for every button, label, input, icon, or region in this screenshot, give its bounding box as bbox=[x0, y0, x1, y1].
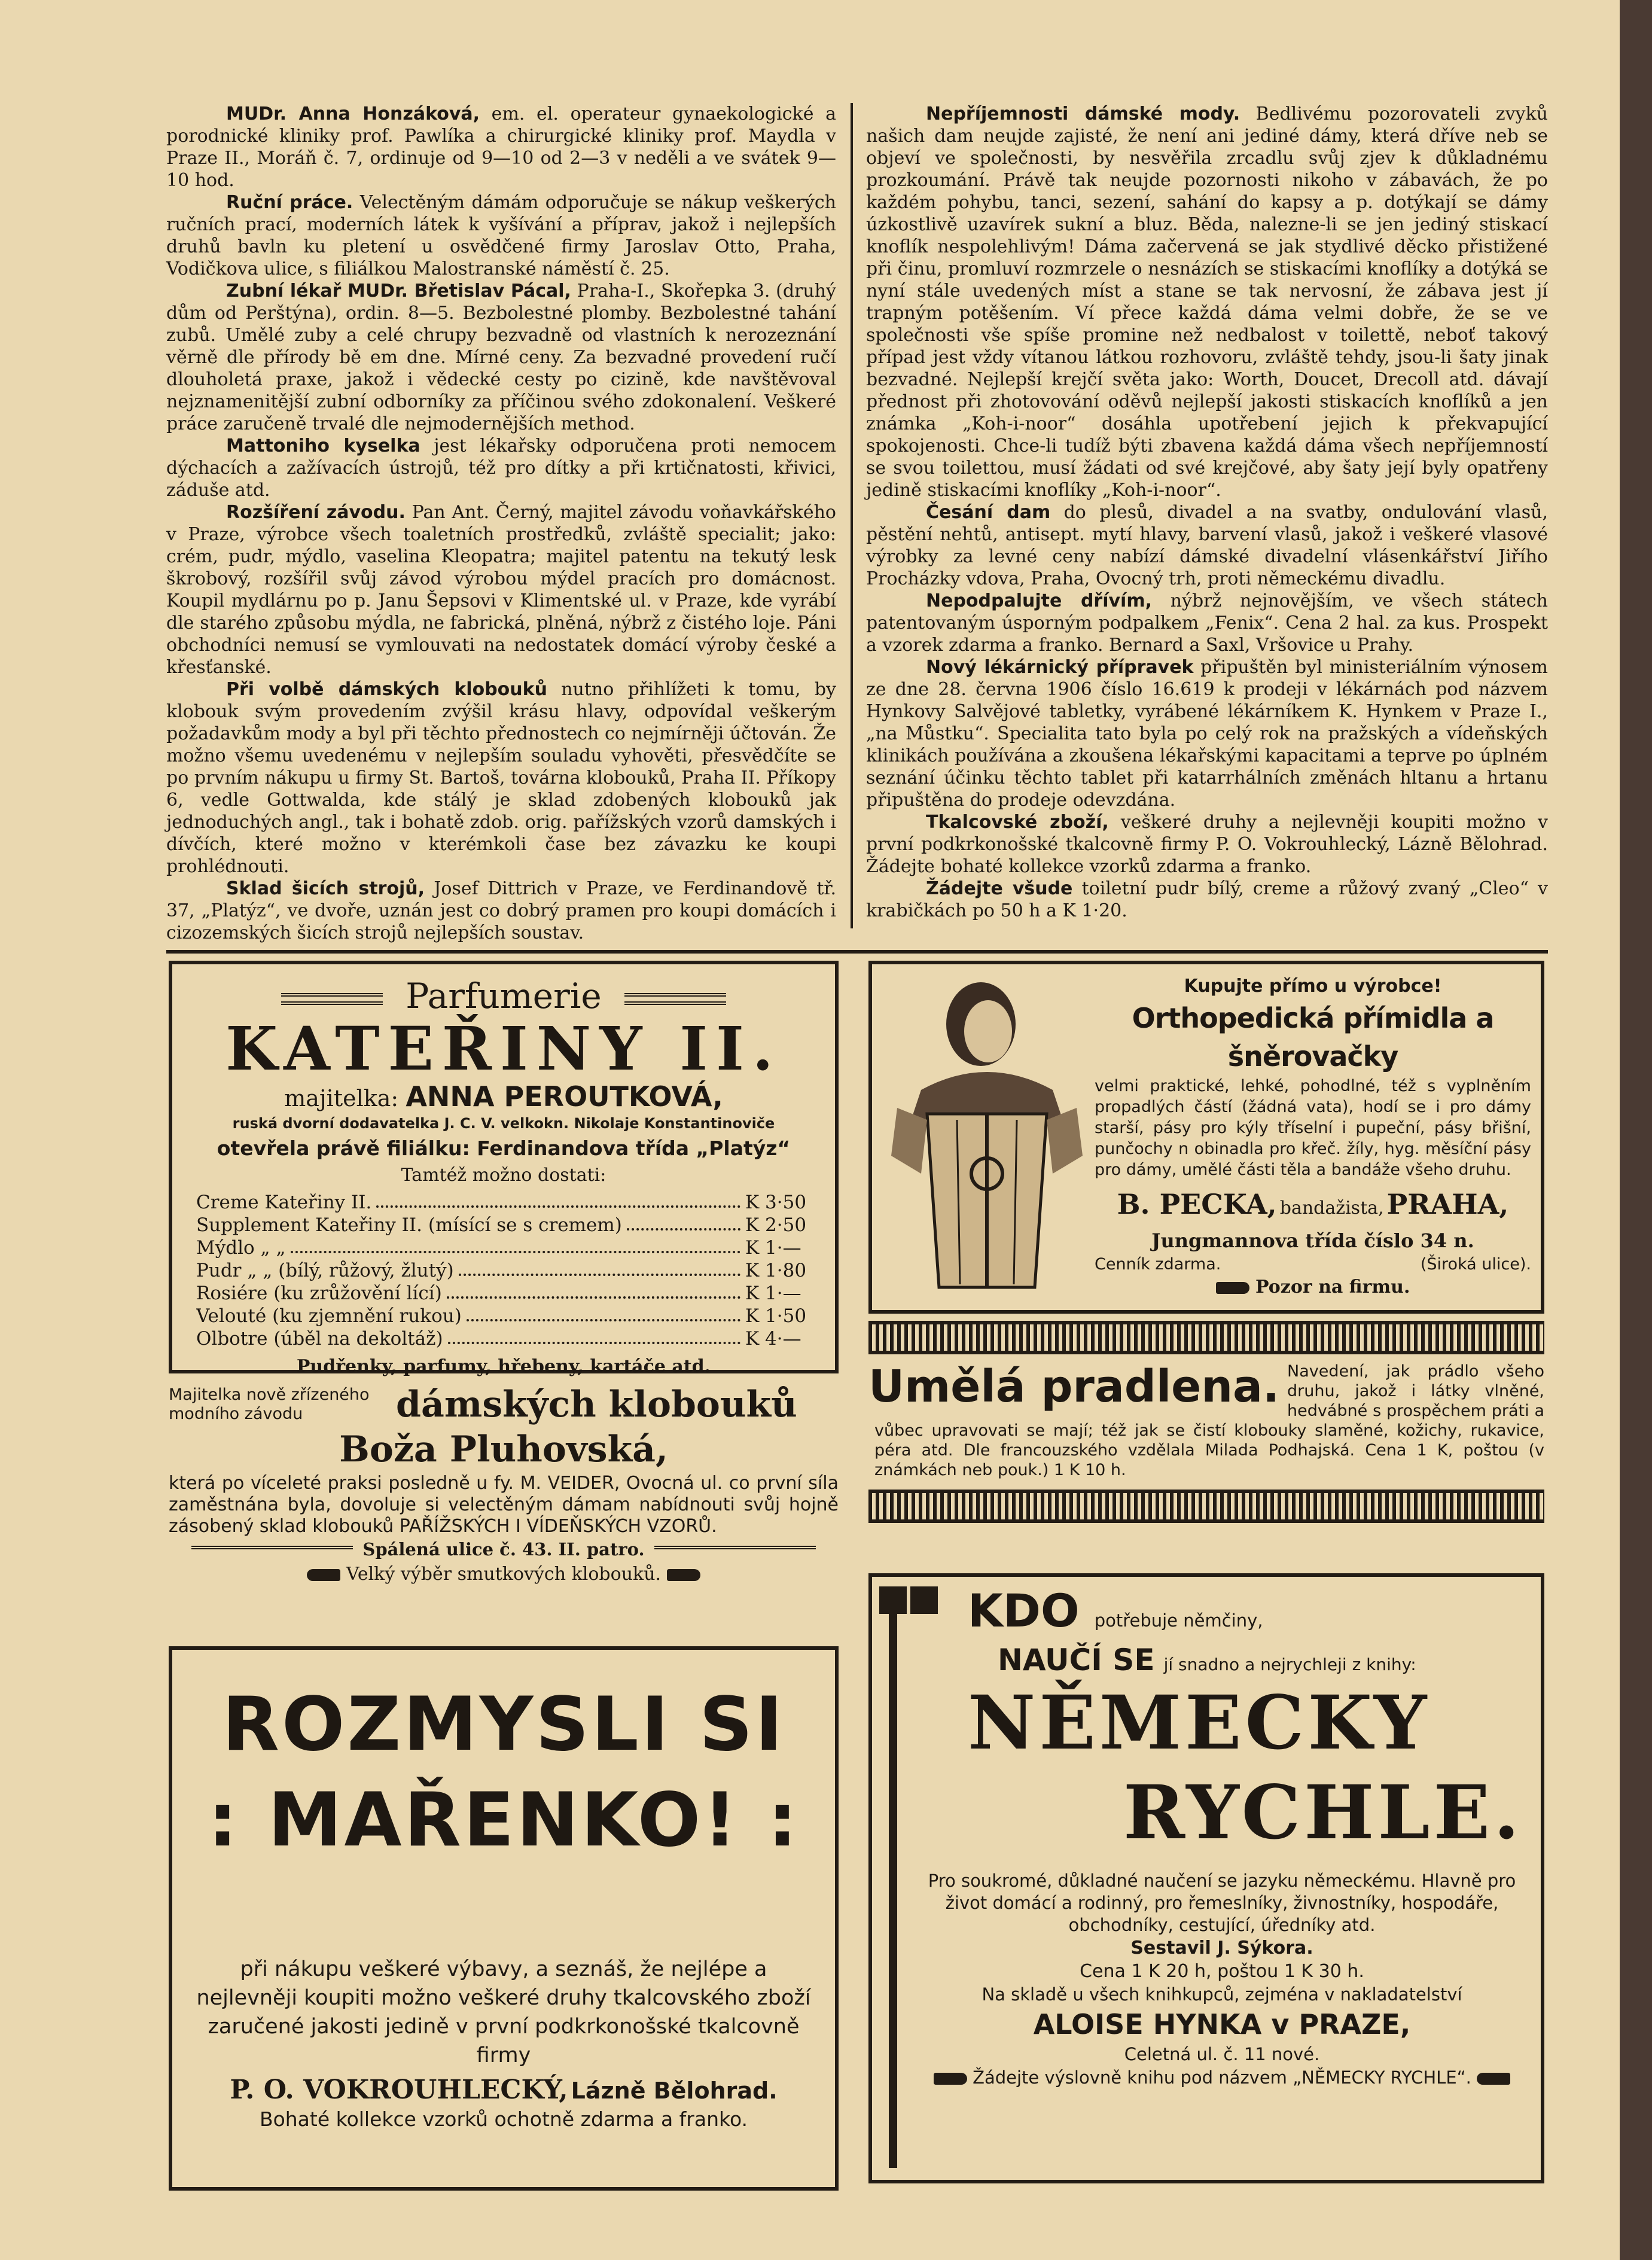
pradlena-title: Umělá pradlena. bbox=[868, 1361, 1280, 1412]
nemecky-nauci: NAUČÍ SE bbox=[998, 1643, 1155, 1677]
pointing-hand-icon bbox=[1216, 1282, 1249, 1294]
notice-fenix: Nepodpalujte dřívím, nýbrž nejnovějším, ve všech státech patentovaným úsporným podpalkem „Fenix“. Cena 2 hal. za kus. Prospekt a vzorek zdarma a franko. Bernard a Saxl, Vršovice u Prahy. bbox=[866, 590, 1548, 656]
parfumerie-owner: ANNA PEROUTKOVÁ, bbox=[406, 1080, 723, 1113]
pointing-hand-icon bbox=[667, 1569, 700, 1581]
nemecky-order: Žádejte výslovně knihu pod názvem „NĚMECKY RYCHLE“. bbox=[973, 2067, 1471, 2088]
orthopedic-company: B. PECKA, bbox=[1117, 1188, 1277, 1220]
price-item-price: K 1·— bbox=[745, 1237, 801, 1259]
nemecky-title1: NĚMECKY bbox=[968, 1680, 1431, 1766]
nemecky-stock: Na skladě u všech knihkupců, zejména v nakladatelství bbox=[982, 1984, 1462, 2005]
orthopedic-title: Orthopedická přímidla a šněrovačky bbox=[1132, 1002, 1494, 1073]
price-row bbox=[196, 1259, 811, 1282]
corset-illustration bbox=[885, 976, 1089, 1299]
price-row bbox=[196, 1282, 811, 1305]
ad-nemecky: KDO potřebuje němčiny, NAUČÍ SE jí snadno a nejrychleji z knihy: NĚMECKY RYCHLE. Pro soukromé, důkladné naučení se jazyku německému. Hlavně pro život domácí a rodinný, pro řemeslníky, živnostníky, hospodáře, obchodníky, cestující, úředníky atd. Sestavil J. Sýkora. Cena 1 K 20 h, poštou 1 K 30 h. Na skladě u všech knihkupců, zejména v nakladatelství ALOISE HYNKA v PRAZE, Celetná ul. č. 11 nové. Žádejte výslovně knihu pod názvem „NĚMECKY RYCHLE“. bbox=[868, 1573, 1544, 2183]
parfumerie-pricelist bbox=[196, 1191, 811, 1350]
notice-cesani-dam: Česání dam do plesů, divadel a na svatby, ondulování vlasů, pěstění nehtů, antisept. mytí hlavy, barvení vlasů, jakož i veškeré vlasové výrobky za levné ceny nabízí dámské divadelní vlásenkářství Jiřího Procházky vdova, Praha, Ovocný trh, proti německému divadlu. bbox=[866, 502, 1549, 589]
nemecky-price: Cena 1 K 20 h, poštou 1 K 30 h. bbox=[1080, 1961, 1364, 1982]
pluhovska-address: Spálená ulice č. 43. II. patro. bbox=[362, 1539, 645, 1560]
ornament-border-bottom bbox=[868, 1490, 1544, 1523]
parfumerie-supplier: ruská dvorní dodavatelka J. C. V. velkokn. Nikolaje Konstantinoviče bbox=[232, 1115, 775, 1132]
nemecky-publisher: ALOISE HYNKA v PRAZE, bbox=[1033, 2008, 1411, 2040]
pointing-hand-icon bbox=[934, 2073, 967, 2085]
price-item-price: K 1·80 bbox=[745, 1260, 807, 1281]
price-item-price: K 1·— bbox=[745, 1283, 801, 1304]
parfumerie-title: Parfumerie bbox=[406, 976, 602, 1016]
column-divider bbox=[851, 103, 853, 928]
notice-lekarnicky: Nový lékárnický přípravek připuštěn byl ministeriálním výnosem ze dne 28. června 1906 číslo 16.619 k prodeji v lékárnách pod názvem Hynkovy Salvějové tabletky, vyrábené lékárníkem K. Hynkem v Praze I., „na Můstku“. Specialita tato byla po celý rok na pražských a vídeňských klinikách používána a zkoušena lékařskými kapacitami a teprve po úplném seznání účinku těchto tablet při katarrhálních změnách hltanu a hrtanu připuštěna do prodeje odevzdána. bbox=[866, 657, 1548, 811]
price-item-price: K 4·— bbox=[745, 1328, 801, 1350]
price-item-name: Pudr „ „ (bílý, růžový, žlutý) bbox=[196, 1260, 454, 1281]
notice-honzakova: MUDr. Anna Honzáková, em. el. operateur gynaekologické a porodnické kliniky prof. Pawlíka a chirurgické kliniky prof. Maydla v Praze II., Moráň č. 7, ordinuje od 9—10 od 2—3 v neděli a ve svátek 9—10 hod. bbox=[166, 103, 837, 191]
rozmysli-line2: : MAŘENKO! : bbox=[208, 1777, 800, 1863]
rozmysli-text: při nákupu veškeré výbavy, a seznáš, že nejlépe a nejlevněji koupiti možno veškeré druhy tkalcovského zboží zaručené jakosti jedině v první podkrkonošské tkalcovně firmy bbox=[196, 1957, 811, 2067]
parfumerie-branch: otevřela právě filiálku: Ferdinandova třída „Platýz“ bbox=[217, 1137, 791, 1160]
right-text-column bbox=[866, 103, 1548, 922]
ornament-border-top bbox=[868, 1321, 1544, 1354]
notice-klobouky: Při volbě dámských klobouků nutno přihlížeti k tomu, by klobouk svým provedením zvýšil krásu hlavy, odpovídal veškerým požadavkům mody a byl při těchto přednostech co nejmírněji účtován. Že možno všemu uvedenému v nejlepším souladu vyhověti, přesvědčíte se po prvním nákupu u firmy St. Bartoš, továrna klobouků, Praha II. Příkopy 6, vedle Gottwalda, kde stálý je sklad zdobených klobouků jak jednoduchých angl., tak i bohatě zdob. orig. pařížských vzorů damských i dívčích, které možno v kterémkoli čase bez závazku ke koupi prohlédnouti. bbox=[166, 679, 836, 877]
nemecky-kdo: KDO bbox=[968, 1584, 1080, 1637]
ad-pradlena bbox=[868, 1362, 1544, 1481]
price-row bbox=[196, 1327, 811, 1350]
pluhovska-headline: dámských klobouků bbox=[396, 1384, 797, 1426]
notice-rucni-prace: Ruční práce. Velectěným dámám odporučuje se nákup veškerých ručních prací, moderních látek k vyšívání a příprav, jakož i nejlepších druhů bavln ku pletení u osvědčené firmy Jaroslav Otto, Praha, Vodičkova ulice, s filiálkou Malostranské náměstí č. 25. bbox=[166, 192, 836, 279]
price-row bbox=[196, 1236, 811, 1259]
orthopedic-address: Jungmannova třída číslo 34 n. bbox=[1151, 1229, 1474, 1252]
notice-tkalcovske: Tkalcovské zboží, veškeré druhy a nejlevněji koupiti možno v první podkrkonošské tkalcovně firmy P. O. Vokrouhlecký, Lázně Bělohrad. Žádejte bohaté kollekce vzorků zdarma a franko. bbox=[866, 812, 1549, 877]
nemecky-pub-address: Celetná ul. č. 11 nové. bbox=[1124, 2044, 1320, 2064]
price-item-name: Supplement Kateřiny II. (mísící se s cremem) bbox=[196, 1214, 622, 1236]
ad-orthopedic: Kupujte přímo u výrobce! Orthopedická přímidla a šněrovačky velmi praktické, lehké, pohodlné, též s vyplněním propadlých částí (žádná vata), hodí se i pro dámy starší, pásy pro kýly tříselní i pupeční, pásy břišní, punčochy n obinadla pro křeč. žíly, hyg. měsíční pásy pro dámy, umělé části těla a bandáže všeho druhu. B. PECKA, bandažista, PRAHA, Jungmannova třída číslo 34 n. Cenník zdarma. (Široká ulice). Pozor na firmu. bbox=[868, 961, 1544, 1314]
notice-sici-stroje: Sklad šicích strojů, Josef Dittrich v Praze, ve Ferdinandově tř. 37, „Platýz“, ve dvoře, uznán jest co dobrý pramen pro koupi domácích i cizozemských šicích strojů nejlepších soustav. bbox=[166, 878, 836, 943]
pradlena-text: Navedení, jak prádlo všeho druhu, jakož i látky vlněné, hedvábné s prospěchem práti a vůbec upravovati se mají; též jak se čistí klobouky slaměné, kožichy, rukavice, péra atd. Dle francouzského vzdělala Milada Podhajská. Cena 1 K, poštou (v známkách neb pouk.) 1 K 10 h. bbox=[874, 1362, 1544, 1479]
price-row bbox=[196, 1305, 811, 1327]
price-row bbox=[196, 1191, 811, 1214]
price-item-price: K 1·50 bbox=[745, 1305, 807, 1327]
price-row bbox=[196, 1214, 811, 1236]
price-item-name: Rosiére (ku zrůžovění lící) bbox=[196, 1283, 442, 1304]
price-item-name: Velouté (ku zjemnění rukou) bbox=[196, 1305, 462, 1327]
price-item-price: K 2·50 bbox=[745, 1214, 807, 1236]
notice-cleo: Žádejte všude toiletní pudr bílý, creme a růžový zvaný „Cleo“ v krabičkách po 50 h a K 1·20. bbox=[866, 878, 1548, 921]
square-bullet-icon bbox=[910, 1586, 938, 1614]
orthopedic-text: velmi praktické, lehké, pohodlné, též s vyplněním propadlých částí (žádná vata), hodí se i pro dámy starší, pásy pro kýly tříselní i pupeční, pásy břišní, punčochy n obinadla pro křeč. žíly, hyg. měsíční pásy pro dámy, umělé části těla a bandáže všeho druhu. bbox=[1095, 1077, 1531, 1179]
section-divider bbox=[166, 950, 1548, 954]
ad-rozmysli: ROZMYSLI SI : MAŘENKO! : při nákupu veškeré výbavy, a seznáš, že nejlépe a nejlevněji koupiti možno veškeré druhy tkalcovského zboží zaručené jakosti jedině v první podkrkonošské tkalcovně firmy P. O. VOKROUHLECKÝ, Lázně Bělohrad. Bohaté kollekce vzorků ochotně zdarma a franko. bbox=[169, 1646, 839, 2191]
notice-zubni-lekar: Zubní lékař MUDr. Břetislav Pácal, Praha-I., Skořepka 3. (druhý dům od Perštýna), ordin. 8—5. Bezbolestné plomby. Bezbolestné tahání zubů. Umělé zuby a celé chrupy bezvadně od vlastních k nerozeznání věrně dle přírody bě em dne. Mírné ceny. Za bezvadné provedení ručí dlouholetá praxe, jakož i vědecké cesty po cizině, kde navštěvoval nejznamenitější zubní odborníky za příčinou svého zdokonalení. Veškeré práce zaručeně trvalé dle nejmodernějších method. bbox=[166, 281, 836, 434]
nemecky-title2: RYCHLE. bbox=[1123, 1769, 1523, 1856]
notice-damske-mody: Nepříjemnosti dámské mody. Bedlivému pozorovateli zvyků našich dam neujde zajisté, že není ani jediné dámy, která dříve neb se objeví ve společnosti, by nesvěřila zrcadlu svůj zjev k důkladnému prozkoumání. Právě tak neujde pozornosti nikoho v zábavách, že po každém pohybu, tanci, sezení, sahání do kapsy a p. dotýkají se dámy úzkostlivě uzavírek sukní a bluz. Běda, nalezne-li se jen jediný stiskací knoflík nespolehlivým! Dáma začervená se jak stydlivé děcko přistižené při činu, promluví rozmrzele o nesnázích se stiskacími knoflíky a dotýká se nyní stále uvedených míst a stane se tak nervosní, že zábava jest jí trapným potěšením. Ví přece každá dáma velmi dobře, že se ve společnosti vše spíše promine než nedbalost v toilettě, neboť takový případ jest vždy vítanou látkou rozhovoru, zvláště tehdy, jsou-li šaty jinak bezvadné. Nejlepší krejčí světa jako: Worth, Doucet, Drecoll atd. dávají přednost při zhotovování oděvů nejlepší jakosti stiskacích knoflíků a jen známka „Koh-i-noor“ dosáhla upotřebení jejich k překvapující spokojenosti. Chce-li tudíž býti zbavena každá dáma všech nepříjemností se svou toilettou, musí žádati od své krejčové, aby šaty její byly opatřeny jedině stiskacími knoflíky „Koh-i-noor“. bbox=[866, 103, 1548, 501]
pluhovska-mourning: Velký výběr smutkových klobouků. bbox=[346, 1564, 662, 1585]
orthopedic-headline: Kupujte přímo u výrobce! bbox=[1184, 976, 1442, 997]
notice-rozsireni: Rozšíření závodu. Pan Ant. Černý, majitel závodu voňavkářského v Praze, výrobce všech toaletních prostředků, zvláště specialit; jako: crém, pudr, mýdlo, vaselina Kleopatra; majitel patentu na tekutý lesk škrobový, rozšířil svůj závod výrobou mýdel pracích pro domácnost. Koupil mydlárnu po p. Janu Šepsovi v Klimentské ul. v Praze, kde vyrábí dle starého způsobu mýdla, ne fabrická, plněná, nýbrž z čistého loje. Páni obchodníci nemusí se vymlouvati na nedostatek domácí výroby české a křesťanské. bbox=[166, 502, 836, 678]
square-bullet-icon bbox=[879, 1586, 907, 1614]
pointing-hand-icon bbox=[307, 1569, 340, 1581]
rozmysli-company: P. O. VOKROUHLECKÝ, bbox=[230, 2075, 568, 2105]
rozmysli-line1: ROZMYSLI SI bbox=[222, 1682, 785, 1768]
rozmysli-footer: Bohaté kollekce vzorků ochotně zdarma a franko. bbox=[259, 2107, 748, 2131]
parfumerie-footer: Pudřenky, parfumy, hřebeny, kartáče atd. bbox=[296, 1356, 711, 1377]
notice-mattoni: Mattoniho kyselka jest lékařsky odporučena proti nemocem dýchacích a zažívacích ústrojů, též pro dítky a při krtičnatosti, křivici, záduše atd. bbox=[166, 435, 836, 501]
nemecky-desc: Pro soukromé, důkladné naučení se jazyku německému. Hlavně pro život domácí a rodinný, pro řemeslníky, živnostníky, hospodáře, obchodníky, cestující, úředníky atd. bbox=[928, 1871, 1516, 1935]
left-text-column bbox=[166, 103, 836, 944]
price-item-name: Mýdlo „ „ bbox=[196, 1237, 286, 1259]
pluhovska-text: která po víceleté praksi posledně u fy. M. VEIDER, Ovocná ul. co první síla zaměstnána byla, dovoluje si velectěným dámam nabídnouti svůj hojně zásobený sklad klobouků PAŘÍŽSKÝCH I VÍDEŇSKÝCH VZORŮ. bbox=[169, 1473, 839, 1537]
ad-parfumerie: Parfumerie KATEŘINY II. majitelka: ANNA PEROUTKOVÁ, ruská dvorní dodavatelka J. C. V. velkokn. Nikolaje Konstantinoviče otevřela právě filiálku: Ferdinandova třída „Platýz“ Tamtéž možno dostati: Creme Kateřiny II. K 3·50 Supplement Kateřiny II. (mísící se s cremem) K 2·50 Mýdlo „ „ K 1·— Pudr „ „ (bílý, růžový, žlutý) K 1·80 Rosiére (ku zrůžovění lící) K 1·— Velouté (ku zjemnění rukou) K 1·50 Olbotre (úběl na dekoltáž) K 4·— Pudřenky, parfumy, hřebeny, kartáče atd. bbox=[169, 961, 839, 1373]
pluhovska-name: Boža Pluhovská, bbox=[339, 1429, 668, 1470]
page-binding-edge bbox=[1620, 0, 1652, 2260]
price-item-price: K 3·50 bbox=[745, 1192, 807, 1213]
pointing-hand-icon bbox=[1477, 2073, 1510, 2085]
nemecky-author: Sestavil J. Sýkora. bbox=[1130, 1938, 1313, 1959]
price-item-name: Creme Kateřiny II. bbox=[196, 1192, 372, 1213]
ad-pluhovska: Majitelka nově zřízeného modního závodu dámských klobouků Boža Pluhovská, která po víceleté praksi posledně u fy. M. VEIDER, Ovocná ul. co první síla zaměstnána byla, dovoluje si velectěným dámam nabídnouti svůj hojně zásobený sklad klobouků PAŘÍŽSKÝCH I VÍDEŇSKÝCH VZORŮ. Spálená ulice č. 43. II. patro. Velký výběr smutkových klobouků. bbox=[169, 1384, 839, 1585]
parfumerie-name: KATEŘINY II. bbox=[225, 1013, 782, 1084]
orthopedic-attention: Pozor na firmu. bbox=[1255, 1277, 1410, 1297]
price-item-name: Olbotre (úběl na dekoltáž) bbox=[196, 1328, 443, 1350]
